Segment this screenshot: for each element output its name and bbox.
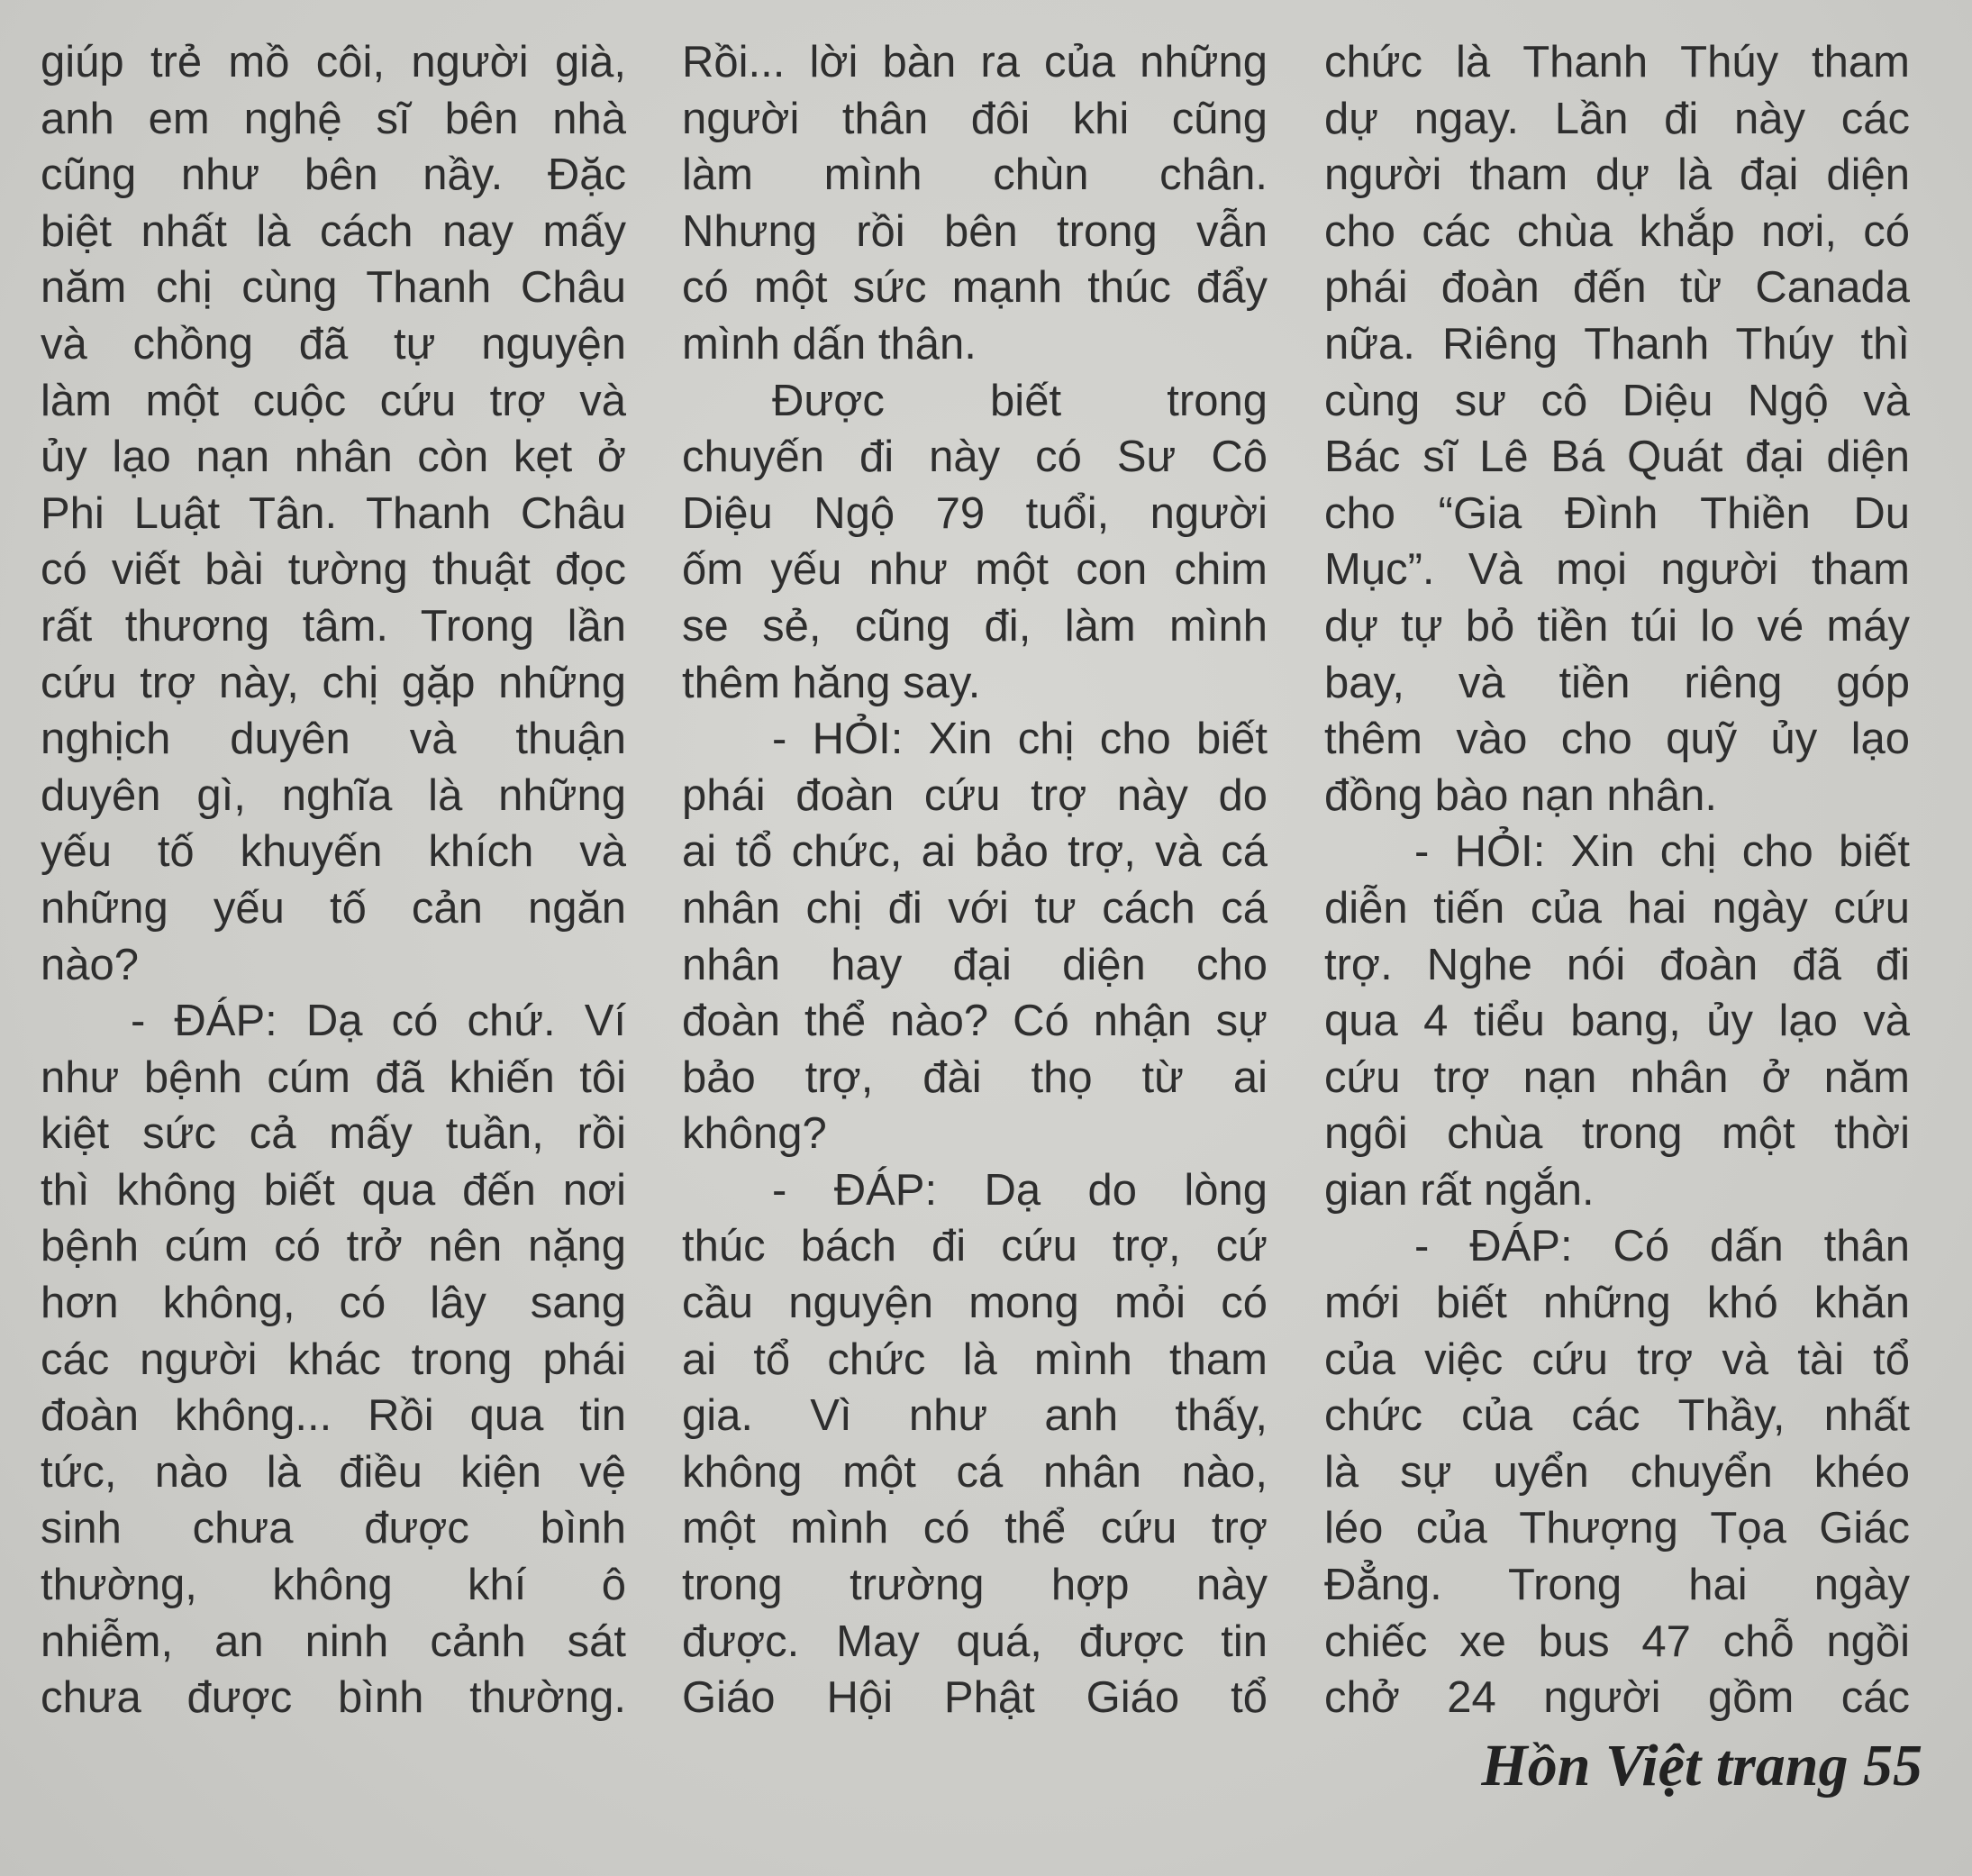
text-line: se sẻ, cũng đi, làm mình — [682, 601, 1268, 651]
text-line: diễn tiến của hai ngày cứu — [1324, 883, 1910, 933]
text-line: cho các chùa khắp nơi, có — [1324, 206, 1910, 256]
text-line: Diệu Ngộ 79 tuổi, người — [682, 488, 1268, 538]
text-line: - ĐÁP: Có dấn thân — [1414, 1222, 1910, 1271]
text-line: - HỎI: Xin chị cho biết — [772, 715, 1268, 764]
text-line: giúp trẻ mồ côi, người già, — [41, 38, 626, 87]
text-line: những yếu tố cản ngăn — [41, 883, 626, 933]
text-line: các người khác trong phái — [41, 1334, 626, 1384]
text-line: mới biết những khó khăn — [1324, 1279, 1910, 1328]
text-line: trợ. Nghe nói đoàn đã đi — [1324, 940, 1910, 989]
text-line: ai tổ chức là mình tham — [682, 1334, 1268, 1384]
text-line: không? — [682, 1109, 827, 1159]
text-line: cho “Gia Đình Thiền Du — [1324, 488, 1910, 538]
text-column-2 — [682, 34, 1268, 1726]
text-line: Phi Luật Tân. Thanh Châu — [41, 488, 626, 538]
text-line: làm một cuộc cứu trợ và — [41, 376, 626, 425]
text-line: ốm yếu như một con chim — [682, 545, 1268, 595]
text-line: bay, và tiền riêng góp — [1324, 658, 1910, 707]
text-line: năm chị cùng Thanh Châu — [41, 263, 626, 313]
text-line: ngôi chùa trong một thời — [1324, 1109, 1910, 1159]
text-line: thúc bách đi cứu trợ, cứ — [682, 1222, 1268, 1271]
text-line: cùng sư cô Diệu Ngộ và — [1324, 376, 1910, 425]
text-line: nhiễm, an ninh cảnh sát — [41, 1616, 626, 1666]
text-line: người thân đôi khi cũng — [682, 94, 1268, 143]
text-line: anh em nghệ sĩ bên nhà — [41, 94, 626, 143]
text-line: Mục”. Và mọi người tham — [1324, 545, 1910, 595]
text-line: duyên gì, nghĩa là những — [41, 770, 626, 820]
text-line: - HỎI: Xin chị cho biết — [1414, 827, 1910, 877]
text-line: gian rất ngắn. — [1324, 1165, 1595, 1215]
text-line: dự tự bỏ tiền túi lo vé máy — [1324, 601, 1910, 651]
text-line: thì không biết qua đến nơi — [41, 1165, 626, 1215]
text-line: trong trường hợp này — [682, 1561, 1268, 1610]
text-line: nữa. Riêng Thanh Thúy thì — [1324, 319, 1910, 369]
text-line: - ĐÁP: Dạ do lòng — [772, 1165, 1268, 1215]
text-line: tức, nào là điều kiện vệ — [41, 1447, 626, 1497]
text-line: mình dấn thân. — [682, 319, 977, 369]
text-line: Giáo Hội Phật Giáo tổ — [682, 1673, 1268, 1723]
text-line: nghịch duyên và thuận — [41, 715, 626, 764]
text-line: sinh chưa được bình — [41, 1504, 626, 1553]
text-line: có viết bài tường thuật đọc — [41, 545, 626, 595]
text-line: bệnh cúm có trở nên nặng — [41, 1222, 626, 1271]
text-line: chở 24 người gồm các — [1324, 1673, 1910, 1723]
text-line: nào? — [41, 940, 140, 989]
text-column-3 — [1324, 34, 1910, 1726]
text-line: ai tổ chức, ai bảo trợ, và cá — [682, 827, 1268, 877]
text-line: cũng như bên nầy. Đặc — [41, 150, 626, 200]
text-line: ủy lạo nạn nhân còn kẹt ở — [41, 433, 626, 482]
text-line: cứu trợ nạn nhân ở năm — [1324, 1052, 1910, 1102]
text-line: léo của Thượng Tọa Giác — [1324, 1504, 1910, 1553]
text-line: thêm hăng say. — [682, 658, 981, 707]
text-line: phái đoàn đến từ Canada — [1324, 263, 1910, 313]
page-footer: Hồn Việt trang 55 — [1481, 1733, 1922, 1799]
text-line: đoàn không... Rồi qua tin — [41, 1391, 626, 1441]
text-line: hơn không, có lây sang — [41, 1279, 626, 1328]
text-line: bảo trợ, đài thọ từ ai — [682, 1052, 1268, 1102]
text-line: chức của các Thầy, nhất — [1324, 1391, 1910, 1441]
text-line: Rồi... lời bàn ra của những — [682, 38, 1268, 87]
text-line: cứu trợ này, chị gặp những — [41, 658, 626, 707]
text-line: phái đoàn cứu trợ này do — [682, 770, 1268, 820]
text-line: chiếc xe bus 47 chỗ ngồi — [1324, 1616, 1910, 1666]
text-line: đoàn thể nào? Có nhận sự — [682, 997, 1268, 1046]
text-line: dự ngay. Lần đi này các — [1324, 94, 1910, 143]
text-line: rất thương tâm. Trong lần — [41, 601, 626, 651]
text-line: thêm vào cho quỹ ủy lạo — [1324, 715, 1910, 764]
text-line: là sự uyển chuyển khéo — [1324, 1447, 1910, 1497]
text-line: chức là Thanh Thúy tham — [1324, 38, 1910, 87]
text-line: thường, không khí ô — [41, 1561, 626, 1610]
text-line: chưa được bình thường. — [41, 1673, 626, 1723]
text-column-1 — [41, 34, 626, 1726]
text-line: người tham dự là đại diện — [1324, 150, 1910, 200]
text-line: nhân chị đi với tư cách cá — [682, 883, 1268, 933]
text-line: Được biết trong — [772, 376, 1268, 425]
text-line: như bệnh cúm đã khiến tôi — [41, 1052, 626, 1102]
text-line: Đẳng. Trong hai ngày — [1324, 1561, 1910, 1610]
text-line: làm mình chùn chân. — [682, 150, 1268, 200]
text-line: của việc cứu trợ và tài tổ — [1324, 1334, 1910, 1384]
text-line: chuyến đi này có Sư Cô — [682, 433, 1268, 482]
text-line: không một cá nhân nào, — [682, 1447, 1268, 1497]
text-line: kiệt sức cả mấy tuần, rồi — [41, 1109, 626, 1159]
text-line: qua 4 tiểu bang, ủy lạo và — [1324, 997, 1910, 1046]
text-line: biệt nhất là cách nay mấy — [41, 206, 626, 256]
text-line: một mình có thể cứu trợ — [682, 1504, 1268, 1553]
text-line: và chồng đã tự nguyện — [41, 319, 626, 369]
text-line: Nhưng rồi bên trong vẫn — [682, 206, 1268, 256]
text-line: yếu tố khuyến khích và — [41, 827, 626, 877]
text-line: gia. Vì như anh thấy, — [682, 1391, 1268, 1441]
text-line: - ĐÁP: Dạ có chứ. Ví — [131, 997, 626, 1046]
text-line: cầu nguyện mong mỏi có — [682, 1279, 1268, 1328]
text-line: đồng bào nạn nhân. — [1324, 770, 1717, 820]
text-line: có một sức mạnh thúc đẩy — [682, 263, 1268, 313]
text-line: nhân hay đại diện cho — [682, 940, 1268, 989]
text-line: Bác sĩ Lê Bá Quát đại diện — [1324, 433, 1910, 482]
text-line: được. May quá, được tin — [682, 1616, 1268, 1666]
